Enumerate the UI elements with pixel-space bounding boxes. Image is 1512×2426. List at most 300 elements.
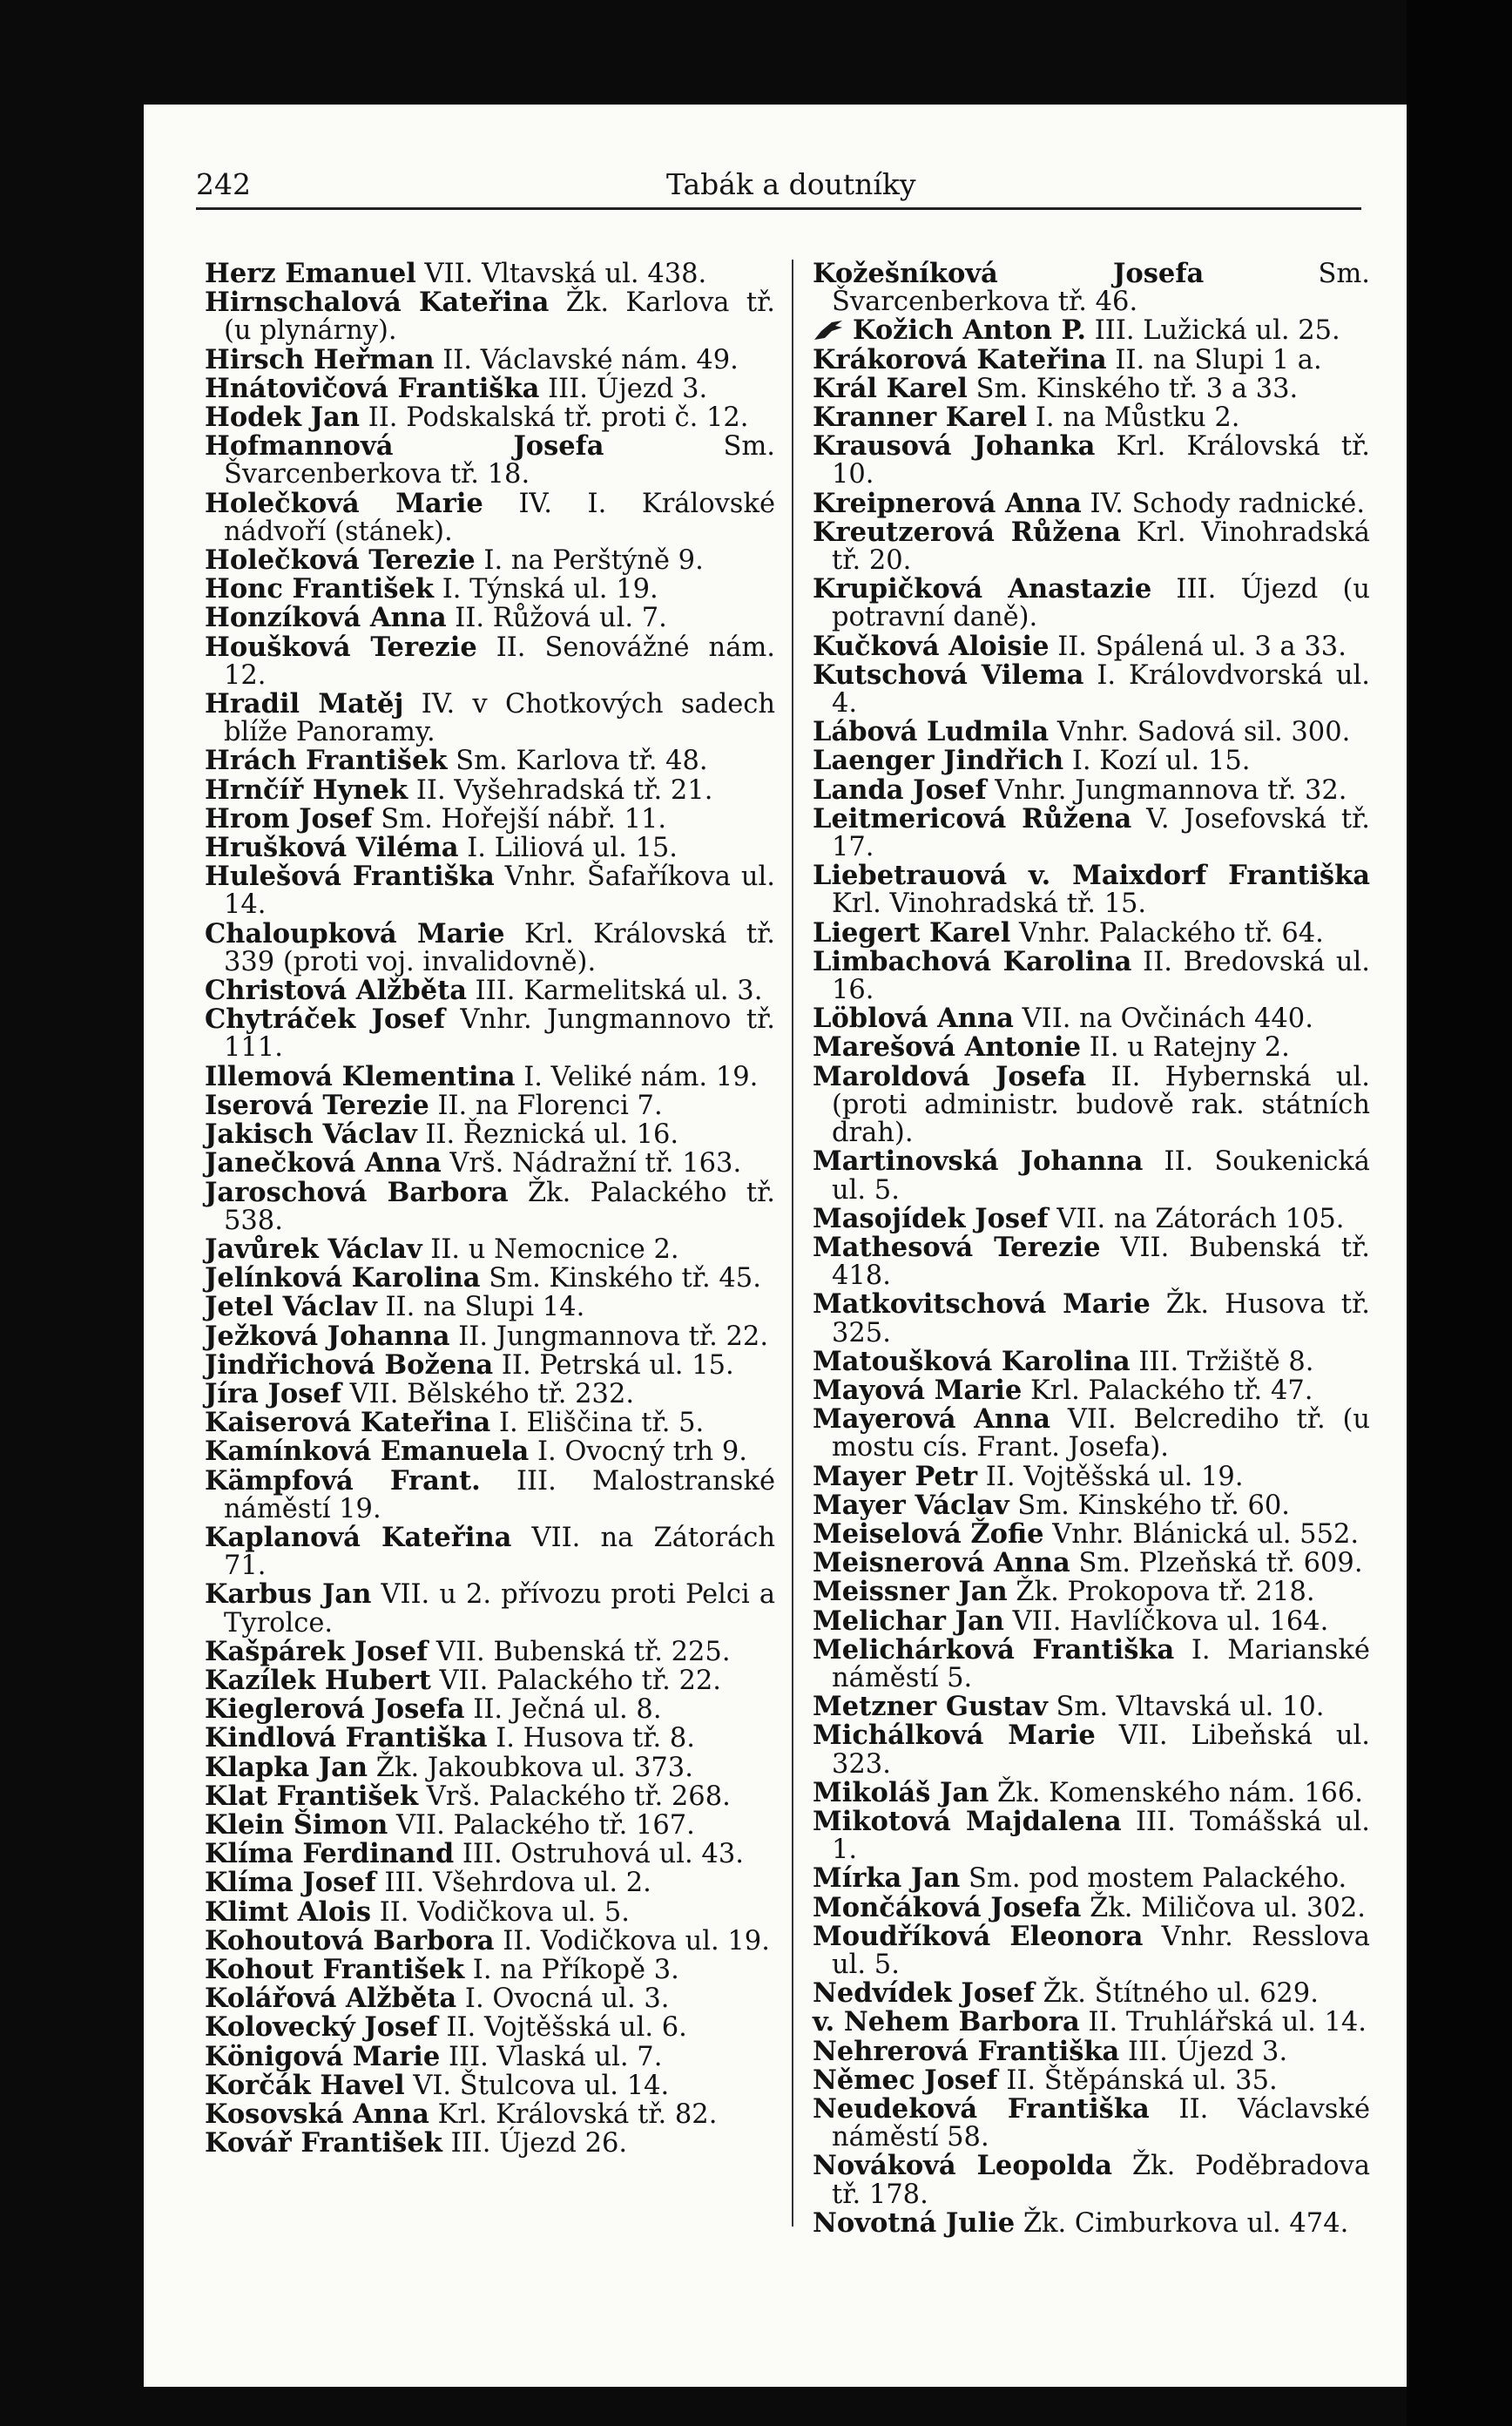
entry-address: Žk. Cimburkova ul. 474.	[1015, 2207, 1349, 2239]
scan-edge	[1407, 0, 1512, 2426]
directory-entry	[205, 862, 775, 919]
directory-entry	[205, 343, 775, 375]
entry-name: Janečková Anna	[205, 1147, 442, 1179]
entry-address: II. Vojtěšská ul. 6.	[437, 2012, 687, 2044]
entry-address: Sm. Švarcenberkova tř. 18.	[224, 431, 775, 490]
entry-address: Vnhr. Sadová sil. 300.	[1049, 717, 1351, 748]
entry-address: III. Ostruhová ul. 43.	[454, 1839, 744, 1870]
entry-address: Žk. Komenského nám. 166.	[989, 1777, 1363, 1808]
entry-name: Klapka Jan	[205, 1751, 368, 1783]
entry-name: Honzíková Anna	[205, 602, 447, 634]
directory-entry	[205, 1580, 775, 1637]
directory-entry	[813, 575, 1370, 632]
entry-address: VII. Palackého tř. 22.	[430, 1665, 721, 1696]
entry-name: Hofmannová Josefa	[205, 430, 604, 463]
directory-entry	[813, 432, 1370, 489]
entry-address: III. Újezd 26.	[442, 2128, 628, 2159]
entry-address: II. Soukenická ul. 5.	[832, 1146, 1370, 1206]
directory-entry	[813, 343, 1370, 375]
entry-address: II. Řeznická ul. 16.	[416, 1119, 679, 1151]
entry-name: Königová Marie	[205, 2040, 441, 2072]
left-column	[205, 260, 775, 2158]
entry-name: Lábová Ludmila	[813, 716, 1050, 748]
entry-name: Novotná Julie	[813, 2206, 1016, 2239]
entry-name: Liegert Karel	[813, 916, 1011, 949]
directory-entry	[205, 1091, 775, 1120]
directory-entry	[205, 802, 775, 835]
directory-entry	[813, 1979, 1370, 2008]
entry-name: Mikoláš Jan	[813, 1776, 989, 1808]
directory-entry	[205, 1695, 775, 1724]
entry-address: III. Újezd (u potravní daně).	[832, 574, 1370, 633]
entry-name: Klíma Ferdinand	[205, 1838, 455, 1870]
directory-entry	[205, 1176, 775, 1236]
running-title: Tabák a doutníky	[666, 167, 916, 201]
directory-entry	[205, 403, 775, 432]
entry-name: Matoušková Karolina	[813, 1345, 1131, 1377]
entry-address: I. Kozí ul. 15.	[1063, 746, 1251, 777]
entry-name: Limbachová Karolina	[813, 945, 1132, 977]
entry-name: Moudříková Eleonora	[813, 1920, 1144, 1952]
entry-name: Meissner Jan	[813, 1576, 1008, 1608]
entry-address: Vrš. Palackého tř. 268.	[418, 1781, 731, 1812]
directory-entry	[813, 1060, 1370, 1149]
entry-name: Kämpfová Frant.	[205, 1464, 481, 1497]
entry-address: Žk. Husova tř. 325.	[832, 1289, 1370, 1348]
entry-name: Metzner Gustav	[813, 1691, 1048, 1723]
entry-address: Sm. Švarcenberkova tř. 46.	[832, 259, 1370, 318]
entry-address: II. Vojtěšská ul. 19.	[977, 1461, 1244, 1492]
entry-name: Kohout František	[205, 1953, 465, 1985]
entry-name: Jaroschová Barbora	[205, 1176, 509, 1208]
entry-name: Hrnčíř Hynek	[205, 774, 408, 806]
directory-entry	[813, 1460, 1370, 1492]
directory-entry	[813, 802, 1370, 863]
directory-entry	[205, 834, 775, 862]
entry-name: Liebetrauová v. Maixdorf Františka	[813, 860, 1370, 892]
entry-address: IV. Schody radnické.	[1081, 488, 1366, 519]
entry-name: Kieglerová Josefa	[205, 1693, 465, 1726]
entry-name: Klein Šimon	[205, 1808, 388, 1841]
entry-name: Hrom Josef	[205, 802, 373, 835]
directory-entry	[205, 1666, 775, 1695]
directory-entry	[813, 1376, 1370, 1405]
entry-address: VII. Palackého tř. 167.	[388, 1809, 695, 1841]
right-column	[813, 260, 1370, 2238]
entry-address: Sm. Karlova tř. 48.	[447, 746, 708, 777]
entry-address: Žk. Prokopova tř. 218.	[1007, 1577, 1315, 1608]
directory-entry	[813, 2206, 1370, 2239]
directory-entry	[813, 862, 1370, 918]
directory-entry	[205, 1120, 775, 1149]
entry-name: Kohoutová Barbora	[205, 1924, 495, 1956]
entry-address: VII. Bělského tř. 232.	[341, 1378, 635, 1409]
entry-name: Jindřichová Božena	[205, 1348, 494, 1381]
directory-entry	[205, 2100, 775, 2129]
entry-address: VII. na Ovčinách 440.	[1013, 1004, 1313, 1035]
directory-entry	[813, 945, 1370, 1006]
entry-address: Sm. Plzeňská tř. 609.	[1070, 1548, 1363, 1579]
entry-address: I. na Můstku 2.	[1027, 402, 1240, 434]
directory-entry	[205, 546, 775, 575]
page-number: 242	[196, 167, 251, 201]
entry-address: Sm. Kinského tř. 60.	[1009, 1490, 1290, 1521]
directory-entry	[205, 2040, 775, 2072]
entry-name: v. Nehem Barbora	[813, 2006, 1080, 2038]
entry-name: Kašpárek Josef	[205, 1635, 429, 1667]
entry-address: I. Eliščina tř. 5.	[490, 1408, 705, 1439]
entry-name: Kindlová Františka	[205, 1722, 488, 1754]
entry-name: Javůrek Václav	[205, 1233, 422, 1265]
entry-address: II. Ječná ul. 8.	[464, 1694, 662, 1726]
directory-entry	[813, 1004, 1370, 1033]
directory-entry	[813, 1491, 1370, 1520]
directory-entry	[205, 1868, 775, 1897]
entry-name: Mathesová Terezie	[813, 1231, 1101, 1263]
page-header	[196, 162, 1363, 206]
entry-address: IV. v Chotkových sadech blíže Panoramy.	[224, 689, 775, 748]
entry-address: II. Václavské náměstí 58.	[832, 2094, 1370, 2153]
directory-entry	[205, 1521, 775, 1582]
entry-address: I. Husova tř. 8.	[487, 1723, 695, 1754]
entry-address: II. Bredovská ul. 16.	[832, 946, 1370, 1006]
entry-name: Kranner Karel	[813, 402, 1028, 434]
directory-entry	[205, 747, 775, 775]
directory-entry	[813, 260, 1370, 316]
entry-address: Žk. Štítného ul. 629.	[1034, 1978, 1319, 2010]
entry-address: III. Karmelitská ul. 3.	[466, 976, 763, 1007]
entry-name: Kreipnerová Anna	[813, 487, 1082, 519]
entry-address: Žk. Jakoubkova ul. 373.	[368, 1752, 693, 1783]
entry-address: Vnhr. Blánická ul. 552.	[1043, 1518, 1360, 1550]
directory-entry	[813, 776, 1370, 805]
directory-entry	[205, 1437, 775, 1466]
entry-name: Houšková Terezie	[205, 631, 477, 663]
directory-entry	[205, 487, 775, 547]
directory-entry	[205, 1348, 775, 1381]
entry-address: Vnhr. Palackého tř. 64.	[1010, 917, 1324, 949]
entry-name: Hulešová Františka	[205, 861, 495, 893]
directory-entry	[813, 1147, 1370, 1204]
entry-address: II. Štěpánská ul. 35.	[997, 2064, 1278, 2096]
directory-entry	[813, 2152, 1370, 2208]
column-divider	[792, 260, 793, 2227]
entry-address: Krl. Vinohradská tř. 15.	[832, 889, 1147, 920]
book-page	[144, 105, 1407, 2387]
entry-address: II. Vodičkova ul. 19.	[494, 1925, 770, 1956]
entry-address: II. Vodičkova ul. 5.	[371, 1896, 630, 1928]
entry-address: II. Jungmannova tř. 22.	[449, 1321, 769, 1352]
entry-address: I. na Perštýně 9.	[475, 545, 704, 577]
entry-address: Sm. pod mostem Palackého.	[960, 1863, 1347, 1895]
directory-entry	[205, 1984, 775, 2013]
entry-name: Kosovská Anna	[205, 2098, 429, 2130]
directory-entry	[205, 1377, 775, 1409]
directory-entry	[813, 2008, 1370, 2037]
directory-entry	[205, 1724, 775, 1753]
entry-name: Mírka Jan	[813, 1862, 961, 1895]
entry-name: Leitmericová Růžena	[813, 802, 1132, 835]
directory-entry	[813, 2095, 1370, 2152]
entry-name: Kučková Aloisie	[813, 630, 1050, 662]
entry-address: Sm. Vltavská ul. 10.	[1047, 1692, 1325, 1723]
directory-entry	[813, 1290, 1370, 1347]
entry-name: Krákorová Kateřina	[813, 343, 1107, 375]
entry-address: I. Ovocná ul. 3.	[456, 1983, 670, 2015]
entry-address: I. Liliová ul. 15.	[458, 833, 678, 864]
entry-address: Žk. Palackého tř. 538.	[224, 1177, 775, 1236]
directory-entry	[813, 1693, 1370, 1721]
directory-entry	[813, 518, 1370, 575]
entry-name: Michálková Marie	[813, 1720, 1096, 1752]
entry-address: Vnhr. Resslova ul. 5.	[832, 1921, 1370, 1980]
entry-name: Chaloupková Marie	[205, 917, 505, 949]
entry-name: Nováková Leopolda	[813, 2150, 1113, 2182]
entry-address: I. na Příkopě 3.	[464, 1954, 679, 1985]
entry-name: Laenger Jindřich	[813, 745, 1064, 777]
entry-name: Nedvídek Josef	[813, 1977, 1035, 2010]
entry-address: I. Marianské náměstí 5.	[832, 1634, 1370, 1693]
entry-name: Kaiserová Kateřina	[205, 1407, 491, 1439]
directory-entry	[813, 916, 1370, 949]
entry-address: VII. Bubenská tř. 418.	[832, 1232, 1370, 1292]
entry-address: I. Veliké nám. 19.	[515, 1061, 759, 1092]
entry-name: Matkovitschová Marie	[813, 1288, 1151, 1321]
entry-name: Kolovecký Josef	[205, 2011, 438, 2044]
entry-address: VII. Vltavská ul. 438.	[415, 259, 707, 289]
entry-name: Meisnerová Anna	[813, 1547, 1070, 1579]
directory-entry	[205, 690, 775, 747]
entry-name: Masojídek Josef	[813, 1202, 1049, 1234]
entry-address: VII. u 2. přívozu proti Pelci a Tyrolce.	[224, 1579, 776, 1639]
entry-name: Kolářová Alžběta	[205, 1983, 457, 2015]
entry-address: VII. Belcrediho tř. (u mostu cís. Frant. Josefa).	[832, 1404, 1370, 1463]
entry-name: Král Karel	[813, 372, 968, 404]
entry-address: Vrš. Nádražní tř. 163.	[441, 1148, 742, 1179]
entry-address: II. Truhlářská ul. 14.	[1079, 2007, 1367, 2038]
directory-entry	[205, 1005, 775, 1062]
directory-entry	[813, 632, 1370, 661]
entry-address: II. Růžová ul. 7.	[446, 603, 667, 634]
entry-name: Jelínková Karolina	[205, 1262, 481, 1294]
entry-address: III. Újezd 3.	[1119, 2036, 1288, 2067]
entry-name: Herz Emanuel	[205, 258, 416, 289]
directory-entry	[813, 316, 1370, 345]
directory-entry	[205, 604, 775, 632]
directory-entry	[813, 372, 1370, 404]
entry-name: Krausová Johanka	[813, 430, 1096, 463]
directory-entry	[205, 1898, 775, 1927]
entry-name: Klíma Josef	[205, 1867, 376, 1899]
entry-name: Krupičková Anastazie	[813, 573, 1152, 605]
directory-entry	[813, 1345, 1370, 1377]
entry-name: Karbus Jan	[205, 1578, 372, 1611]
entry-address: III. Všehrdova ul. 2.	[375, 1868, 651, 1899]
entry-address: III. Újezd 3.	[539, 373, 708, 404]
entry-address: II. Podskalská tř. proti č. 12.	[360, 402, 749, 434]
entry-address: Krl. Královská tř. 10.	[832, 431, 1371, 490]
directory-entry	[205, 1635, 775, 1667]
entry-name: Landa Josef	[813, 774, 987, 806]
entry-name: Maroldová Josefa	[813, 1060, 1087, 1092]
entry-name: Honc František	[205, 573, 435, 605]
entry-name: Ježková Johanna	[205, 1320, 450, 1352]
directory-entry	[813, 1607, 1370, 1636]
directory-entry	[813, 1864, 1370, 1893]
directory-entry	[813, 1202, 1370, 1234]
entry-address: VII. na Zátorách 105.	[1048, 1203, 1345, 1234]
directory-entry	[813, 1405, 1370, 1462]
entry-name: Iserová Terezie	[205, 1089, 429, 1121]
directory-entry	[205, 2129, 775, 2158]
entry-address: Sm. Kinského tř. 3 a 33.	[967, 373, 1299, 404]
entry-address: III. Tomášská ul. 1.	[832, 1806, 1370, 1866]
entry-name: Korčák Havel	[205, 2069, 405, 2101]
entry-address: I. Týnská ul. 19.	[434, 574, 658, 605]
directory-entry	[813, 1033, 1370, 1062]
entry-address: III. Malostranské náměstí 19.	[224, 1465, 775, 1524]
entry-name: Holečková Terezie	[205, 544, 476, 577]
entry-address: II. Senovážné nám. 12.	[224, 632, 775, 691]
directory-entry	[205, 776, 775, 805]
entry-name: Hrušková Viléma	[205, 832, 459, 864]
directory-entry	[205, 1409, 775, 1437]
entry-address: VII. Havlíčkova ul. 164.	[1003, 1605, 1329, 1637]
entry-name: Illemová Klementina	[205, 1060, 516, 1092]
directory-entry	[813, 403, 1370, 432]
entry-address: Žk. Miličova ul. 302.	[1081, 1892, 1366, 1923]
entry-address: Krl. Palackého tř. 47.	[1022, 1375, 1313, 1406]
entry-name: Jíra Josef	[205, 1377, 341, 1409]
entry-address: III. Tržiště 8.	[1130, 1346, 1314, 1377]
directory-entry	[813, 1776, 1370, 1808]
directory-entry	[813, 747, 1370, 775]
directory-entry	[813, 1578, 1370, 1606]
entry-address: III. Vlaská ul. 7.	[440, 2041, 663, 2072]
entry-address: II. na Slupi 1 a.	[1106, 344, 1322, 375]
entry-name: Kazílek Hubert	[205, 1664, 431, 1696]
entry-address: Krl. Královská tř. 82.	[429, 2099, 718, 2130]
directory-entry	[205, 1782, 775, 1811]
directory-entry	[205, 1808, 775, 1841]
entry-address: I. Ovocný trh 9.	[529, 1436, 747, 1468]
directory-entry	[205, 917, 775, 977]
entry-address: II. na Florenci 7.	[429, 1090, 663, 1121]
directory-entry	[205, 260, 775, 288]
entry-name: Christová Alžběta	[205, 975, 467, 1007]
directory-entry	[813, 1549, 1370, 1578]
entry-address: Vnhr. Jungmannova tř. 32.	[986, 774, 1347, 806]
directory-entry	[205, 1464, 775, 1524]
directory-entry	[813, 1233, 1370, 1290]
directory-entry	[813, 1721, 1370, 1778]
entry-name: Martinovská Johanna	[813, 1145, 1144, 1178]
directory-entry	[205, 976, 775, 1005]
entry-address: Vnhr. Šafaříkova ul. 14.	[224, 862, 776, 921]
directory-entry	[205, 1953, 775, 1985]
entry-address: V. Josefovská tř. 17.	[832, 803, 1370, 863]
entry-address: Žk. Karlova tř. (u plynárny).	[224, 287, 775, 347]
pointing-hand-icon	[813, 319, 846, 341]
entry-name: Hodek Jan	[205, 402, 361, 434]
directory-entry	[205, 1264, 775, 1293]
directory-entry	[205, 2071, 775, 2100]
entry-name: Hirsch Heřman	[205, 343, 435, 375]
entry-name: Holečková Marie	[205, 487, 483, 519]
entry-address: II. Václavské nám. 49.	[434, 344, 739, 375]
entry-address: Sm. Kinského tř. 45.	[480, 1263, 761, 1294]
entry-address: VII. Bubenská tř. 225.	[428, 1636, 731, 1667]
entry-address: II. u Nemocnice 2.	[422, 1233, 679, 1265]
entry-address: II. Petrská ul. 15.	[493, 1349, 734, 1381]
entry-name: Melichar Jan	[813, 1605, 1004, 1637]
directory-entry	[813, 1633, 1370, 1693]
directory-entry	[205, 288, 775, 345]
directory-entry	[813, 487, 1370, 519]
directory-entry	[205, 2013, 775, 2042]
entry-address: I. Královdvorská ul. 4.	[832, 659, 1370, 720]
directory-entry	[205, 1060, 775, 1092]
entry-name: Mončáková Josefa	[813, 1891, 1082, 1923]
entry-name: Němec Josef	[813, 2064, 998, 2096]
directory-entry	[205, 372, 775, 404]
entry-name: Kovář František	[205, 2127, 442, 2159]
entry-address: VII. na Zátorách 71.	[224, 1522, 775, 1582]
entry-name: Klat František	[205, 1780, 419, 1812]
entry-address: VII. Libeňská ul. 323.	[832, 1720, 1370, 1780]
entry-name: Kožešníková Josefa	[813, 258, 1205, 289]
entry-name: Mayová Marie	[813, 1374, 1023, 1406]
directory-entry	[205, 575, 775, 604]
entry-name: Hnátovičová Františka	[205, 372, 540, 404]
header-rule	[196, 207, 1361, 210]
entry-name: Chytráček Josef	[205, 1004, 445, 1036]
entry-address: II. Spálená ul. 3 a 33.	[1049, 631, 1347, 662]
directory-entry	[205, 1235, 775, 1264]
entry-address: Sm. Hořejší nábř. 11.	[372, 803, 667, 835]
entry-name: Neudeková Františka	[813, 2093, 1150, 2125]
directory-entry	[813, 661, 1370, 718]
entry-address: II. Hybernská ul. (proti administr. budově rak. státních drah).	[832, 1061, 1370, 1149]
entry-address: II. Vyšehradská tř. 21.	[408, 774, 713, 806]
entry-name: Meiselová Žofie	[813, 1517, 1044, 1550]
entry-address: VI. Štulcova ul. 14.	[404, 2070, 670, 2101]
directory-entry	[205, 1293, 775, 1321]
entry-name: Kamínková Emanuela	[205, 1436, 530, 1468]
entry-name: Hirnschalová Kateřina	[205, 287, 550, 319]
entry-name: Melichárková Františka	[813, 1633, 1175, 1666]
entry-name: Jetel Václav	[205, 1291, 377, 1323]
directory-entry	[205, 432, 775, 489]
directory-entry	[205, 1840, 775, 1868]
directory-entry	[813, 1891, 1370, 1923]
directory-entry	[205, 633, 775, 690]
entry-name: Kutschová Vilema	[813, 659, 1084, 691]
directory-entry	[205, 1149, 775, 1178]
entry-address: II. na Slupi 14.	[376, 1292, 585, 1323]
entry-address: IV. I. Královské nádvoří (stánek).	[224, 488, 775, 547]
entry-name: Kožich Anton P.	[853, 314, 1087, 347]
directory-entry	[205, 1322, 775, 1351]
entry-name: Mikotová Majdalena	[813, 1805, 1122, 1837]
directory-entry	[813, 718, 1370, 747]
directory-entry	[205, 1924, 775, 1956]
directory-entry	[813, 1805, 1370, 1866]
entry-name: Nehrerová Františka	[813, 2035, 1120, 2067]
directory-entry	[813, 2037, 1370, 2066]
entry-address: III. Lužická ul. 25.	[1086, 315, 1340, 347]
directory-entry	[813, 1920, 1370, 1980]
